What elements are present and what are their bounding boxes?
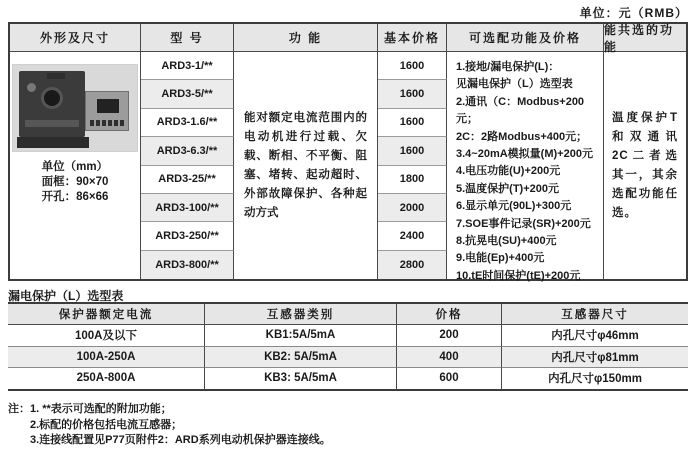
leak-row3-price: 600	[397, 368, 502, 389]
leakage-table-title: 漏电保护（L）选型表	[8, 289, 124, 303]
model-ard3-1: ARD3-1/**	[141, 52, 234, 80]
function-cell	[234, 52, 378, 279]
optional-line: 5.温度保护(T)+200元	[456, 182, 559, 195]
protector-device-image	[19, 71, 85, 137]
dimension-cutout: 开孔：86×66	[41, 191, 109, 203]
optional-line: 8.抗晃电(SU)+400元	[456, 235, 557, 248]
header-base-price: 基本价格	[378, 24, 447, 52]
leak-row1-current: 100A及以下	[8, 325, 205, 346]
header-optional: 可选配功能及价格	[447, 24, 604, 52]
model-ard3-25: ARD3-25/**	[141, 166, 234, 194]
leak-row3-type: KB3: 5A/5mA	[205, 368, 397, 389]
leak-row1-price: 200	[397, 325, 502, 346]
header-function: 功 能	[234, 24, 378, 52]
leak-row2-size: 内孔尺寸φ81mm	[502, 347, 688, 368]
price-row-6: 2000	[378, 194, 447, 222]
appearance-cell	[10, 52, 141, 279]
price-row-1: 1600	[378, 52, 447, 80]
optional-line: 见漏电保护（L）选型表	[456, 78, 573, 91]
device-led	[27, 83, 36, 92]
display-buttons	[90, 120, 126, 126]
footnote-lines	[30, 402, 331, 449]
optional-line: 2C：2路Modbus+400元；	[456, 130, 588, 143]
shared-selection-text: 温度保护T和双通讯2C二者选其一，其余选配功能任选。	[612, 111, 678, 219]
header-appearance: 外形及尺寸	[10, 24, 141, 52]
leak-header-price: 价格	[397, 304, 502, 325]
model-ard3-5: ARD3-5/**	[141, 80, 234, 108]
leak-header-ct-size: 互感器尺寸	[502, 304, 688, 325]
leak-row2-price: 400	[397, 347, 502, 368]
price-row-8: 2800	[378, 251, 447, 279]
leak-header-rated-current: 保护器额定电流	[8, 304, 205, 325]
model-ard3-6-3: ARD3-6.3/**	[141, 137, 234, 165]
shared-selection-cell	[604, 52, 686, 279]
model-ard3-250: ARD3-250/**	[141, 222, 234, 250]
header-model: 型 号	[141, 24, 234, 52]
leak-header-ct-type: 互感器类别	[205, 304, 397, 325]
optional-line: 6.显示单元(90L)+300元	[456, 200, 572, 213]
optional-functions-list	[456, 59, 595, 285]
display-unit-image	[85, 91, 129, 131]
leak-row3-current: 250A-800A	[8, 368, 205, 389]
leak-row2-current: 100A-250A	[8, 347, 205, 368]
optional-line: 7.SOE事件记录(SR)+200元	[456, 217, 591, 230]
price-row-3: 1600	[378, 109, 447, 137]
footnotes	[8, 402, 331, 449]
model-ard3-1-6: ARD3-1.6/**	[141, 109, 234, 137]
price-row-7: 2400	[378, 222, 447, 250]
dimension-text	[42, 160, 109, 205]
device-top-tab	[47, 73, 65, 79]
price-row-2: 1600	[378, 80, 447, 108]
footnote-line-2: 2.标配的价格包括电流互感器；	[30, 418, 183, 431]
leak-row1-type: KB1:5A/5mA	[205, 325, 397, 346]
leakage-selection-table	[8, 302, 688, 391]
leak-row2-type: KB2: 5A/5mA	[205, 347, 397, 368]
device-label-strip	[25, 120, 79, 127]
footnote-line-3: 3.连接线配置见P77页附件2：ARD系列电动机保护器连接线。	[30, 434, 331, 446]
footnote-line-1: 1. **表示可选配的附加功能；	[30, 403, 172, 415]
optional-functions-cell	[447, 52, 604, 282]
model-ard3-800: ARD3-800/**	[141, 251, 234, 279]
dimension-frame: 面框：90×70	[41, 176, 109, 188]
optional-line: 9.电能(Ep)+400元	[456, 252, 545, 265]
price-row-4: 1600	[378, 137, 447, 165]
leak-row3-size: 内孔尺寸φ150mm	[548, 373, 642, 386]
unit-note: 单位：元（RMB）	[579, 6, 688, 20]
footnote-prefix: 注：	[8, 403, 30, 415]
optional-line: 10.tE时间保护(tE)+200元	[456, 269, 581, 282]
leak-row1-size: 内孔尺寸φ46mm	[502, 325, 688, 346]
price-row-5: 1800	[378, 166, 447, 194]
optional-line: 2.通讯（C：Modbus+200元；	[456, 95, 585, 126]
dimension-unit: 单位（mm）	[41, 161, 109, 173]
device-terminals	[17, 137, 89, 148]
optional-line: 1.接地/漏电保护(L)：	[456, 61, 560, 73]
device-connector	[41, 87, 63, 109]
product-photo	[13, 65, 137, 151]
optional-line: 3.4~20mA模拟量(M)+200元	[456, 148, 593, 161]
model-ard3-100: ARD3-100/**	[141, 194, 234, 222]
optional-line: 4.电压功能(U)+200元	[456, 165, 561, 178]
header-shared: 能共选的功能	[604, 24, 686, 52]
price-spec-table	[8, 22, 688, 281]
function-text: 能对额定电流范围内的电动机进行过载、欠载、断相、不平衡、阻塞、堵转、起动超时、外部故障保护、各种起动方式	[244, 111, 367, 219]
display-screen	[97, 99, 119, 113]
